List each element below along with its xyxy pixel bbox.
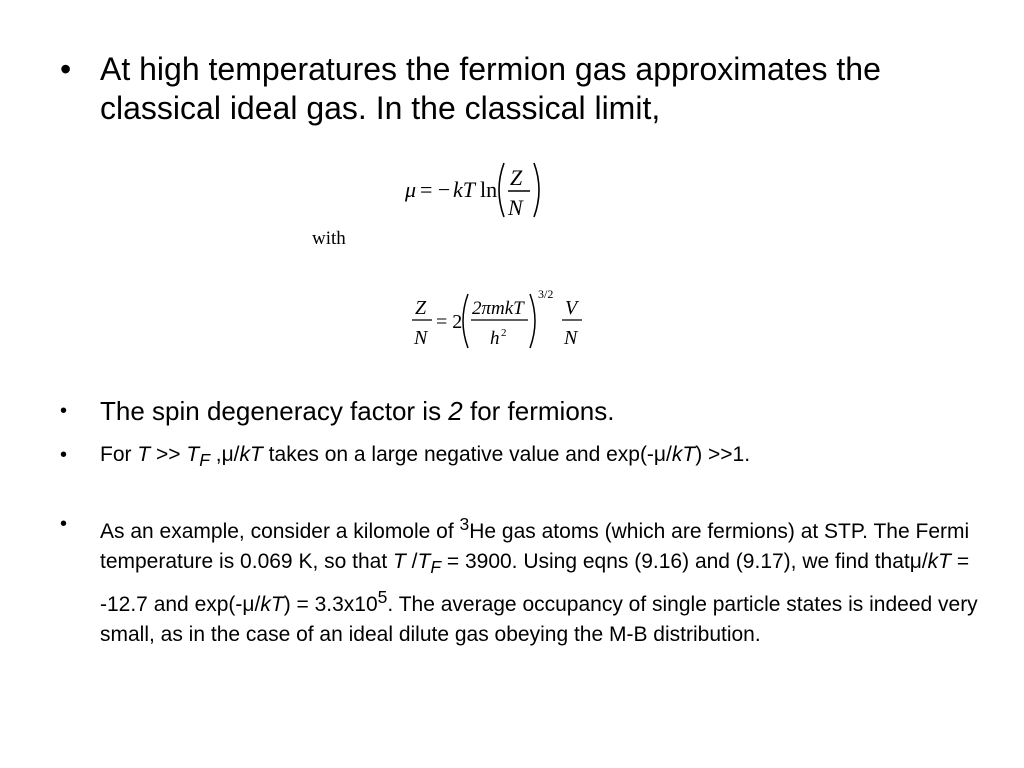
symbol-kt: kT — [927, 550, 951, 573]
eq2-exponent: 3/2 — [538, 287, 554, 301]
eq2-inner-denominator: h — [490, 328, 500, 349]
equation-partition-ratio — [410, 286, 590, 356]
eq1-mu: μ — [405, 177, 417, 202]
text-run: = 3900. Using eqns (9.16) and (9.17), we find thatμ/ — [441, 550, 928, 573]
superscript-3: 3 — [459, 514, 470, 534]
eq2-inner-den-sup: 2 — [501, 327, 507, 339]
text-run: . The average occupancy of single particle states is indeed very small, as in the case of an ideal dilute gas obeying the M-B distribution. — [100, 593, 978, 647]
bullet-dot: • — [60, 400, 68, 422]
eq2-lhs-denominator: N — [414, 327, 428, 349]
with-label: with — [312, 228, 346, 249]
eq1-kt: kT — [453, 177, 475, 202]
subscript-f: F — [199, 450, 210, 471]
text-run: ,μ/ — [209, 443, 240, 466]
eq2-rhs-numerator: V — [565, 297, 578, 319]
eq2-inner-numerator: 2πmkT — [472, 298, 524, 319]
text-run: For — [100, 443, 138, 466]
superscript-5: 5 — [377, 587, 388, 608]
subscript-f: F — [430, 557, 442, 578]
bullet-text — [100, 395, 1000, 427]
text-run: ) = 3.3x10 — [283, 593, 378, 617]
equation-chemical-potential — [400, 155, 550, 225]
text-run: / — [405, 550, 418, 573]
text-run: = -12.7 and exp(-μ/ — [100, 550, 970, 617]
bullet-text — [100, 440, 980, 475]
degeneracy-value: 2 — [448, 396, 463, 426]
eq2-right-paren — [530, 294, 535, 348]
text-run: He gas atoms (which are fermions) at STP. The Fermi temperature is 0.069 K, so that — [100, 520, 970, 573]
eq1-denominator: N — [508, 195, 523, 220]
eq1-right-paren — [534, 163, 539, 217]
bullet-dot: • — [60, 51, 72, 87]
eq2-left-paren — [463, 294, 468, 348]
eq1-left-paren — [499, 163, 504, 217]
symbol-kt: kT — [260, 593, 284, 617]
eq1-numerator: Z — [510, 165, 523, 190]
symbol-kt: kT — [671, 443, 696, 466]
eq2-lhs-numerator: Z — [415, 297, 427, 319]
text-run: As an example, consider a kilomole of — [100, 520, 460, 543]
symbol-t: T — [186, 443, 200, 466]
text-run: for fermions. — [462, 396, 615, 426]
text-run: ) >>1. — [695, 443, 751, 466]
text-run: The spin degeneracy factor is — [100, 396, 449, 426]
bullet-dot: • — [60, 444, 68, 466]
bullet-text: At high temperatures the fermion gas approximates the classical ideal gas. In the classical limit, — [100, 51, 881, 126]
eq2-equals-two: = 2 — [436, 311, 463, 333]
text-run: >> — [150, 443, 187, 466]
symbol-kt: kT — [239, 443, 263, 466]
eq1-equals: = − — [420, 177, 451, 202]
eq2-rhs-denominator: N — [564, 327, 578, 349]
symbol-t: T — [417, 550, 431, 573]
eq1-ln: ln — [480, 177, 498, 202]
symbol-t: T — [393, 550, 406, 573]
bullet-text — [100, 509, 980, 650]
bullet-dot: • — [60, 513, 68, 535]
symbol-t: T — [137, 443, 151, 466]
text-run: takes on a large negative value and exp(-μ/ — [262, 443, 672, 466]
